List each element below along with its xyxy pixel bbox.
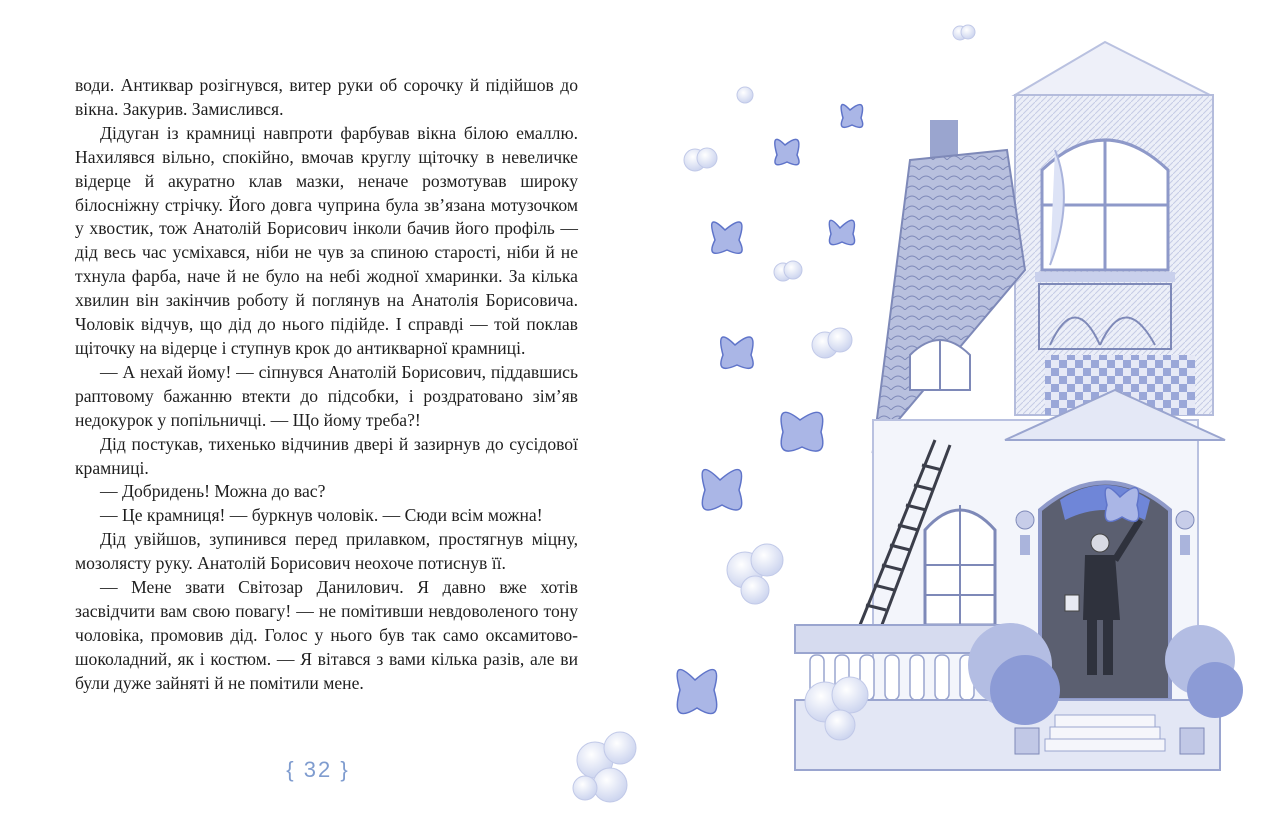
paragraph: Дід постукав, тихенько відчинив двері й зазирнув до сусідової крамниці.	[75, 433, 578, 478]
paragraph: води. Антиквар розігнувся, витер руки об сорочку й підійшов до вікна. Закурив. Замислився.	[75, 75, 578, 119]
house-tower	[1015, 42, 1213, 415]
paragraph: Дід увійшов, зупинився перед прилавком, простягнув міцну, мозолясту руку. Анатолій Борисович неохоче потиснув її.	[75, 529, 578, 574]
house-roof	[873, 120, 1025, 450]
paragraph: — Мене звати Світозар Данилович. Я давно вже хотів засвідчити вам свою повагу! — не помітивши невдоволеного тону чоловіка, промовив дід. Голос у нього був так само оксамитово-шоколадний, як і костюм. — Я вітався з вами кілька разів, але ви були дуже зайняті й не помітили мене.	[75, 577, 578, 693]
paragraph: — Добридень! Можна до вас?	[100, 481, 326, 502]
paragraph: — Це крамниця! — буркнув чоловік. — Сюди всім можна!	[100, 505, 543, 526]
text-column	[75, 74, 578, 696]
house-illustration	[555, 0, 1280, 819]
page-number: { 32 }	[286, 757, 350, 782]
paragraph: Дідуган із крамниці навпроти фарбував вікна білою емаллю. Нахилявся вільно, спокійно, вмочав круглу щіточку в невеличке відерце й акуратно клав мазки, неначе розмотував широку білосніжну стрічку. Його довга чуприна була зв’язана мотузочком у хвостик, тож Анатолій Борисович інколи бачив його профіль — дід весь час усміхався, ніби не чув за спиною старості, ніби й не тхнула фарба, наче й не було на небі жодної хмаринки. За кілька хвилин він закінчив роботу й поглянув на Анатолія Борисовича. Чоловік відчув, що дід до нього підійде. І справді — той поклав щіточку на відерце і ступнув крок до антикварної крамниці.	[75, 122, 578, 358]
paragraph: — А нехай йому! — сіпнувся Анатолій Борисович, піддавшись раптовому бажанню втекти до підсобки, і роздратовано зім’яв недокурок у попільничці. — Що йому треба?!	[75, 361, 578, 430]
